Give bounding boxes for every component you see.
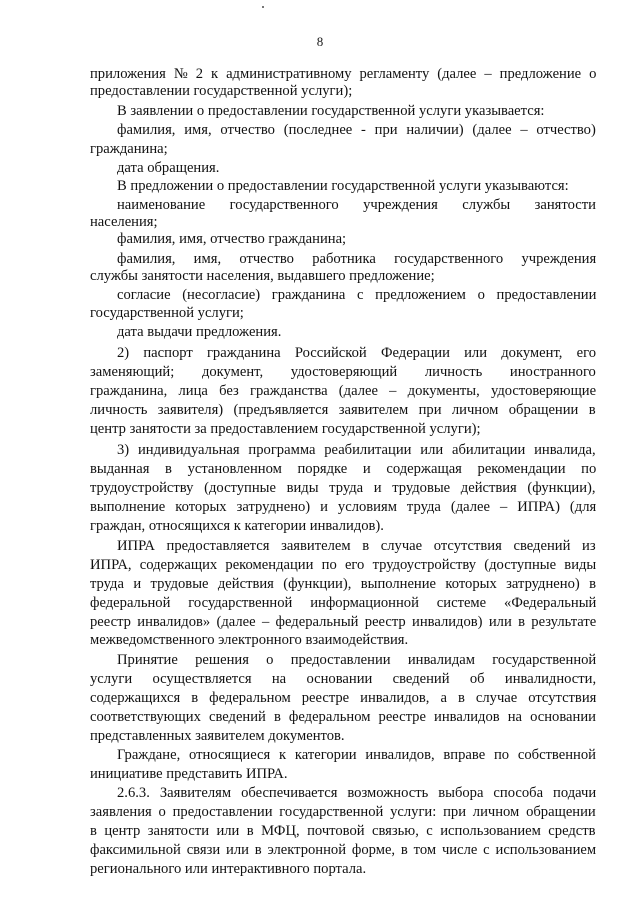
- scan-mark: [262, 6, 264, 8]
- text-line: заменяющий; документ, удостоверяющий личность иностранного: [90, 364, 596, 380]
- text-line: ИПРА предоставляется заявителем в случае отсутствия сведений из: [117, 538, 596, 554]
- text-line: межведомственного электронного взаимодействия.: [90, 632, 409, 648]
- text-line: дата выдачи предложения.: [117, 324, 282, 340]
- text-line: Граждане, относящиеся к категории инвалидов, вправе по собственной: [117, 747, 596, 763]
- text-line: В заявлении о предоставлении государственной услуги указывается:: [117, 103, 545, 119]
- text-line: гражданина;: [90, 141, 168, 157]
- text-line: 2) паспорт гражданина Российской Федерации или документ, его: [117, 345, 597, 361]
- text-line: ИПРА, содержащих рекомендации по его трудоустройству (доступные виды: [90, 557, 597, 573]
- text-line: В предложении о предоставлении государственной услуги указываются:: [117, 178, 569, 194]
- text-line: наименование государственного учреждения службы занятости: [117, 197, 596, 213]
- text-line: регионального или интерактивного портала.: [90, 861, 367, 877]
- text-line: фамилия, имя, отчество (последнее - при наличии) (далее – отчество): [117, 122, 596, 138]
- text-line: соответствующих сведений в федеральном реестре инвалидов на основании: [90, 709, 596, 725]
- text-line: личность заявителя) (предъявляется заявителем при личном обращении в: [90, 402, 596, 418]
- text-line: центр занятости за предоставлением государственной услуги);: [90, 421, 481, 437]
- text-line: труда и трудовые действия (функции), выполнение которых затруднено) в: [90, 576, 597, 592]
- text-line: населения;: [90, 214, 158, 230]
- text-line: согласие (несогласие) гражданина с предложением о предоставлении: [117, 287, 597, 303]
- text-line: реестр инвалидов» (далее – федеральный реестр инвалидов) или в результате: [90, 614, 597, 630]
- text-line: граждан, относящихся к категории инвалидов).: [90, 518, 384, 534]
- text-line: предоставлении государственной услуги);: [90, 83, 353, 99]
- text-line: Принятие решения о предоставлении инвалидам государственной: [117, 652, 597, 668]
- text-line: службы занятости населения, выдавшего предложение;: [90, 268, 435, 284]
- page-number: 8: [316, 34, 324, 49]
- text-line: 2.6.3. Заявителям обеспечивается возможность выбора способа подачи: [117, 785, 597, 801]
- text-line: федеральной государственной информационной системе «Федеральный: [90, 595, 597, 611]
- text-line: представленных заявителем документов.: [90, 728, 345, 744]
- text-line: государственной услуги;: [90, 305, 244, 321]
- text-line: 3) индивидуальная программа реабилитации или абилитации инвалида,: [117, 442, 596, 458]
- text-line: заявления о предоставлении государственной услуги: при личном обращении: [90, 804, 596, 820]
- text-line: приложения № 2 к административному регламенту (далее – предложение о: [90, 66, 597, 82]
- text-line: фамилия, имя, отчество гражданина;: [117, 231, 347, 247]
- text-line: содержащихся в федеральном реестре инвалидов, а в случае отсутствия: [90, 690, 597, 706]
- text-line: выполнение которых затруднено) и условиям труда (далее – ИПРА) (для: [90, 499, 597, 515]
- text-line: факсимильной связи или в электронной форме, в том числе с использованием: [90, 842, 597, 858]
- text-line: фамилия, имя, отчество работника государственного учреждения: [117, 251, 597, 267]
- text-line: выданная в установленном порядке и содержащая рекомендации по: [90, 461, 597, 477]
- text-line: в центр занятости или в МФЦ, почтовой связью, с использованием средств: [90, 823, 596, 839]
- text-line: гражданина, лица без гражданства (далее – документы, удостоверяющие: [90, 383, 597, 399]
- text-line: услуги осуществляется на основании сведений об инвалидности,: [90, 671, 597, 687]
- text-line: инициативе представить ИПРА.: [90, 766, 288, 782]
- text-line: дата обращения.: [117, 160, 220, 176]
- text-line: трудоустройству (доступные виды труда и трудовые действия (функции),: [90, 480, 596, 496]
